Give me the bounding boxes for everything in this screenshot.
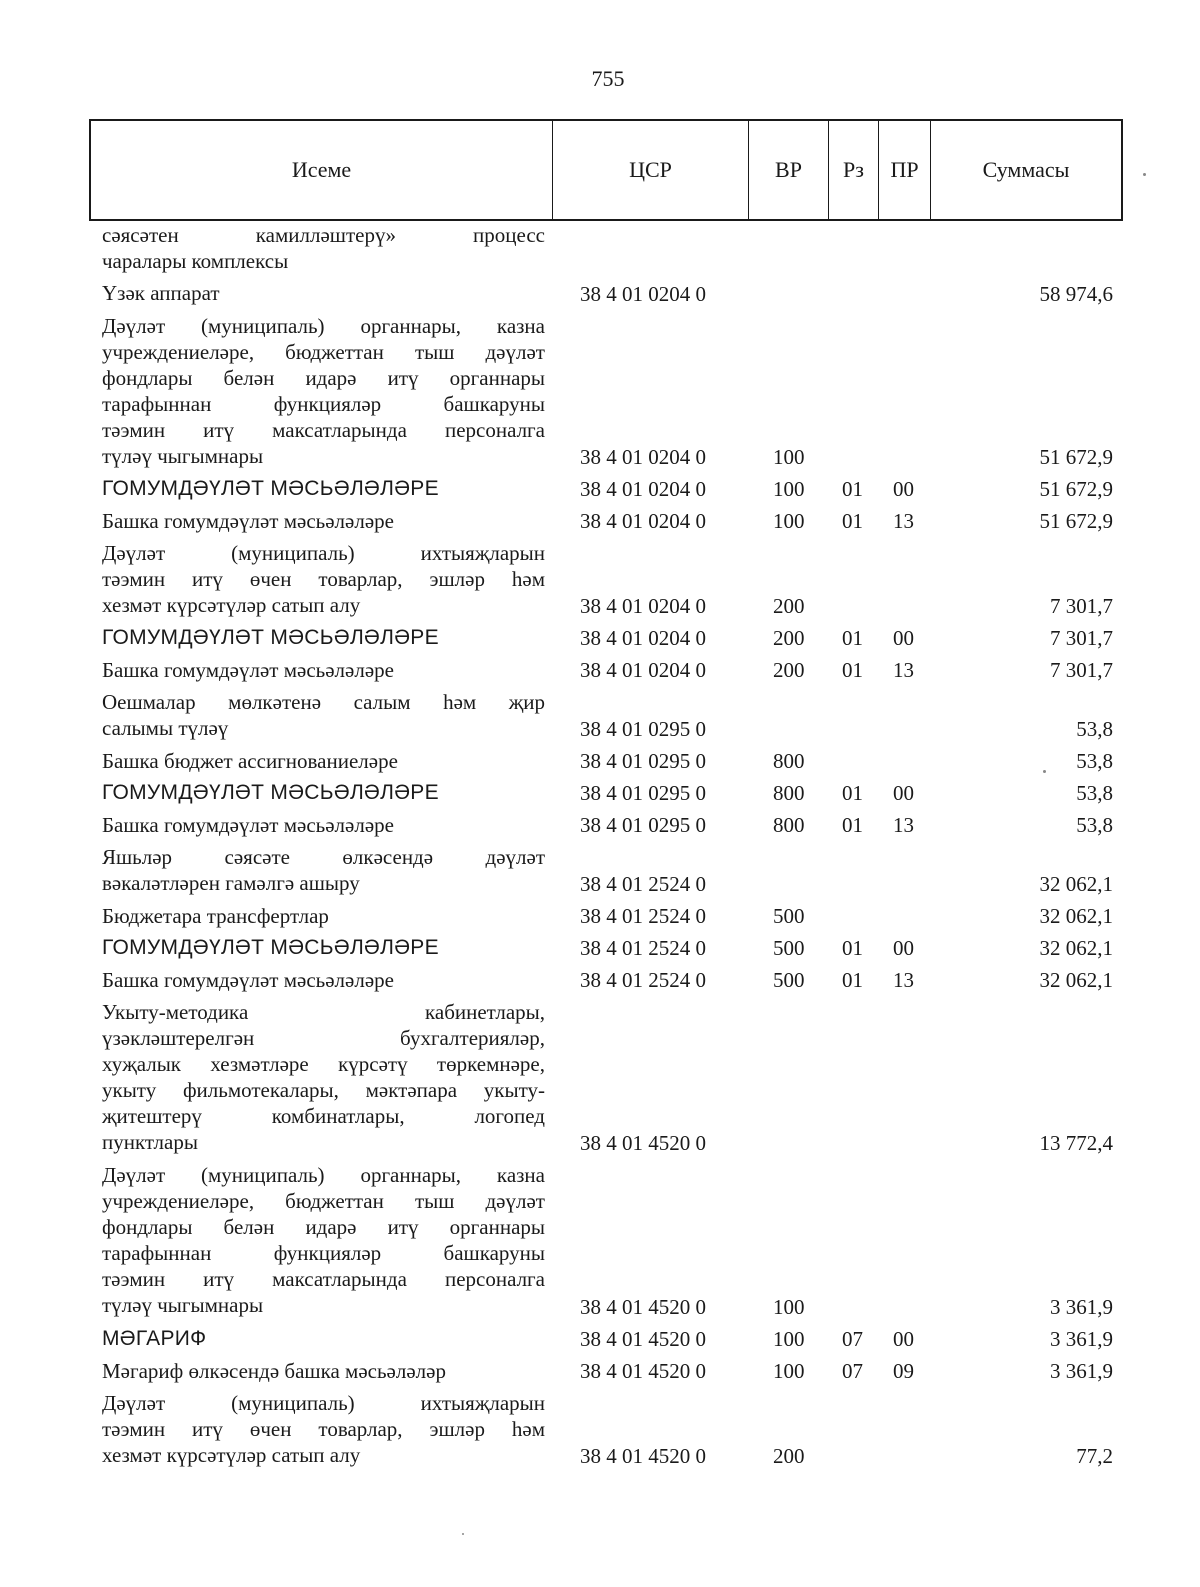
row-csr: 38 4 01 0204 0 [580,625,706,650]
header-vr: ВР [749,121,829,219]
row-rz: 07 [842,1326,863,1351]
row-name [102,657,545,683]
row-name-line: Бюджетара трансфертлар [102,903,329,928]
row-name [102,476,545,502]
row-name [102,625,545,651]
row-name-line: Дәүләт (муниципаль) органнары, казна [102,1163,545,1188]
row-sum: 32 062,1 [1039,903,1113,928]
row-name [102,689,545,741]
row-sum: 51 672,9 [1039,444,1113,469]
row-name-line: үзәкләштерелгән бухгалтерияләр, [102,1026,545,1051]
row-vr: 100 [773,444,805,469]
header-name: Исеме [91,121,553,219]
row-csr: 38 4 01 0295 0 [580,716,706,741]
table-row [0,812,1200,838]
scan-speck [462,1533,464,1535]
row-name-line: ГОМУМДӘҮЛӘТ МӘСЬӘЛӘЛӘРЕ [102,476,439,500]
row-name-line: сәясәтен камилләштерү» процесс [102,223,545,247]
scan-speck [1143,173,1146,176]
table-row [0,1390,1200,1469]
table-row [0,222,1200,274]
table-row [0,625,1200,651]
table-row [0,1326,1200,1352]
row-name [102,999,545,1155]
row-vr: 100 [773,1358,805,1383]
row-name [102,1162,545,1318]
row-rz: 07 [842,1358,863,1383]
table-row [0,780,1200,806]
row-name-line: хезмәт күрсәтүләр сатып алу [102,1443,361,1467]
row-csr: 38 4 01 4520 0 [580,1131,706,1156]
table-row [0,1162,1200,1319]
row-vr: 100 [773,476,805,501]
row-name-line: Дәүләт (муниципаль) органнары, казна [102,313,545,338]
table-header [89,119,1123,221]
row-rz: 01 [842,658,863,683]
row-sum: 53,8 [1076,813,1113,838]
row-name-line: Укыту-методика кабинетлары, [102,1000,545,1025]
row-name-line: ГОМУМДӘҮЛӘТ МӘСЬӘЛӘЛӘРЕ [102,625,439,649]
row-name-line: МӘГАРИФ [102,1326,207,1350]
table-row [0,967,1200,993]
row-csr: 38 4 01 0295 0 [580,813,706,838]
row-csr: 38 4 01 0204 0 [580,444,706,469]
table-row [0,999,1200,1156]
row-csr: 38 4 01 0204 0 [580,281,706,306]
row-name-line: ГОМУМДӘҮЛӘТ МӘСЬӘЛӘЛӘРЕ [102,935,439,959]
row-name-line: Оешмалар мөлкәтенә салым һәм җир [102,690,545,715]
row-name-line: тарафыннан функцияләр башкаруны [102,1241,545,1266]
table-row [0,313,1200,470]
row-csr: 38 4 01 4520 0 [580,1294,706,1319]
row-vr: 100 [773,509,805,534]
row-csr: 38 4 01 0204 0 [580,593,706,618]
row-name-line: түләү чыгымнары [102,1293,264,1318]
row-name-line: Башка гомумдәүләт мәсьәләләре [102,658,394,682]
row-vr: 200 [773,1443,805,1468]
row-name-line: салымы түләү [102,716,229,741]
row-csr: 38 4 01 0204 0 [580,658,706,683]
table-row [0,844,1200,896]
row-name-line: ГОМУМДӘҮЛӘТ МӘСЬӘЛӘЛӘРЕ [102,780,439,804]
row-name [102,280,545,306]
row-name-line: тәэмин итү өчен товарлар, эшләр һәм [102,567,545,592]
row-sum: 53,8 [1076,716,1113,741]
row-name-line: тарафыннан функцияләр башкаруны [102,391,545,416]
row-name [102,812,545,838]
row-name-line: учреждениеләре, бюджеттан тыш дәүләт [102,1189,545,1214]
row-rz: 01 [842,780,863,805]
table-row [0,508,1200,534]
row-csr: 38 4 01 0295 0 [580,748,706,773]
row-csr: 38 4 01 4520 0 [580,1326,706,1351]
row-pr: 00 [893,780,914,805]
header-pr: ПР [879,121,931,219]
row-sum: 32 062,1 [1039,968,1113,993]
row-rz: 01 [842,935,863,960]
row-name-line: фондлары белән идарә итү органнары [102,1215,545,1240]
row-sum: 32 062,1 [1039,935,1113,960]
page-number: 755 [591,66,625,91]
row-csr: 38 4 01 0295 0 [580,780,706,805]
row-name-line: чаралары комплексы [102,249,289,273]
row-sum: 3 361,9 [1050,1294,1113,1319]
row-sum: 7 301,7 [1050,658,1113,683]
row-csr: 38 4 01 0204 0 [580,509,706,534]
row-name-line: вәкаләтләрен гамәлгә ашыру [102,871,360,896]
row-vr: 200 [773,625,805,650]
scan-speck [1043,770,1046,773]
row-sum: 13 772,4 [1039,1131,1113,1156]
row-pr: 13 [893,968,914,993]
row-name-line: Башка гомумдәүләт мәсьәләләре [102,968,394,992]
row-name [102,844,545,896]
table-row [0,748,1200,774]
row-name-line: тәэмин итү максатларында персоналга [102,417,545,442]
row-name [102,903,545,929]
row-vr: 200 [773,593,805,618]
row-rz: 01 [842,509,863,534]
row-name [102,1358,545,1384]
row-rz: 01 [842,968,863,993]
row-csr: 38 4 01 0204 0 [580,476,706,501]
row-sum: 58 974,6 [1039,281,1113,306]
row-name-line: Башка гомумдәүләт мәсьәләләре [102,813,394,837]
header-rz: Рз [829,121,879,219]
row-csr: 38 4 01 2524 0 [580,935,706,960]
row-name-line: тәэмин итү максатларында персоналга [102,1267,545,1292]
row-name [102,313,545,469]
row-name-line: тәэмин итү өчен товарлар, эшләр һәм [102,1417,545,1441]
table-row [0,935,1200,961]
row-csr: 38 4 01 2524 0 [580,968,706,993]
row-pr: 13 [893,813,914,838]
row-csr: 38 4 01 2524 0 [580,871,706,896]
row-pr: 00 [893,476,914,501]
row-name-line: Дәүләт (муниципаль) ихтыяҗларын [102,1391,545,1415]
row-csr: 38 4 01 4520 0 [580,1443,706,1468]
table-row [0,476,1200,502]
row-name-line: җитештерү комбинатлары, логопед [102,1104,545,1129]
row-name-line: Яшьләр сәясәте өлкәсендә дәүләт [102,845,545,870]
row-vr: 800 [773,748,805,773]
row-name [102,748,545,774]
row-vr: 100 [773,1294,805,1319]
row-csr: 38 4 01 2524 0 [580,903,706,928]
row-sum: 77,2 [1076,1443,1113,1468]
row-pr: 13 [893,509,914,534]
row-name-line: Мәгариф өлкәсендә башка мәсьәләләр [102,1358,446,1383]
row-sum: 3 361,9 [1050,1358,1113,1383]
row-sum: 53,8 [1076,780,1113,805]
row-name [102,780,545,806]
row-name-line: укыту фильмотекалары, мәктәпара укыту- [102,1078,545,1103]
row-sum: 7 301,7 [1050,593,1113,618]
row-sum: 51 672,9 [1039,509,1113,534]
row-vr: 100 [773,1326,805,1351]
row-sum: 53,8 [1076,748,1113,773]
table-row [0,280,1200,306]
row-csr: 38 4 01 4520 0 [580,1358,706,1383]
row-name-line: Башка гомумдәүләт мәсьәләләре [102,509,394,533]
row-name [102,1390,545,1468]
row-sum: 7 301,7 [1050,625,1113,650]
row-vr: 800 [773,780,805,805]
row-pr: 00 [893,625,914,650]
row-pr: 00 [893,935,914,960]
table-row [0,903,1200,929]
row-sum: 3 361,9 [1050,1326,1113,1351]
row-name [102,935,545,961]
row-name-line: Үзәк аппарат [102,281,220,306]
row-name-line: пунктлары [102,1130,198,1155]
row-sum: 32 062,1 [1039,871,1113,896]
row-name-line: Дәүләт (муниципаль) ихтыяҗларын [102,541,545,566]
row-pr: 13 [893,658,914,683]
row-name [102,222,545,274]
row-rz: 01 [842,813,863,838]
row-name-line: фондлары белән идарә итү органнары [102,365,545,390]
row-vr: 200 [773,658,805,683]
row-vr: 500 [773,903,805,928]
header-csr: ЦСР [553,121,749,219]
row-name [102,508,545,534]
row-name [102,1326,545,1352]
header-sum: Суммасы [982,157,1070,182]
row-rz: 01 [842,476,863,501]
row-name-line: учреждениеләре, бюджеттан тыш дәүләт [102,339,545,364]
row-pr: 00 [893,1326,914,1351]
table-row [0,1358,1200,1384]
row-pr: 09 [893,1358,914,1383]
table-row [0,689,1200,741]
row-name [102,540,545,618]
row-name-line: түләү чыгымнары [102,443,264,468]
row-vr: 800 [773,813,805,838]
row-name-line: хезмәт күрсәтүләр сатып алу [102,593,361,618]
row-sum: 51 672,9 [1039,476,1113,501]
row-name [102,967,545,993]
row-rz: 01 [842,625,863,650]
row-vr: 500 [773,968,805,993]
row-name-line: Башка бюджет ассигнованиеләре [102,748,398,773]
table-row [0,540,1200,619]
row-vr: 500 [773,935,805,960]
table-row [0,657,1200,683]
row-name-line: хуҗалык хезмәтләре күрсәтү төркемнәре, [102,1052,545,1077]
